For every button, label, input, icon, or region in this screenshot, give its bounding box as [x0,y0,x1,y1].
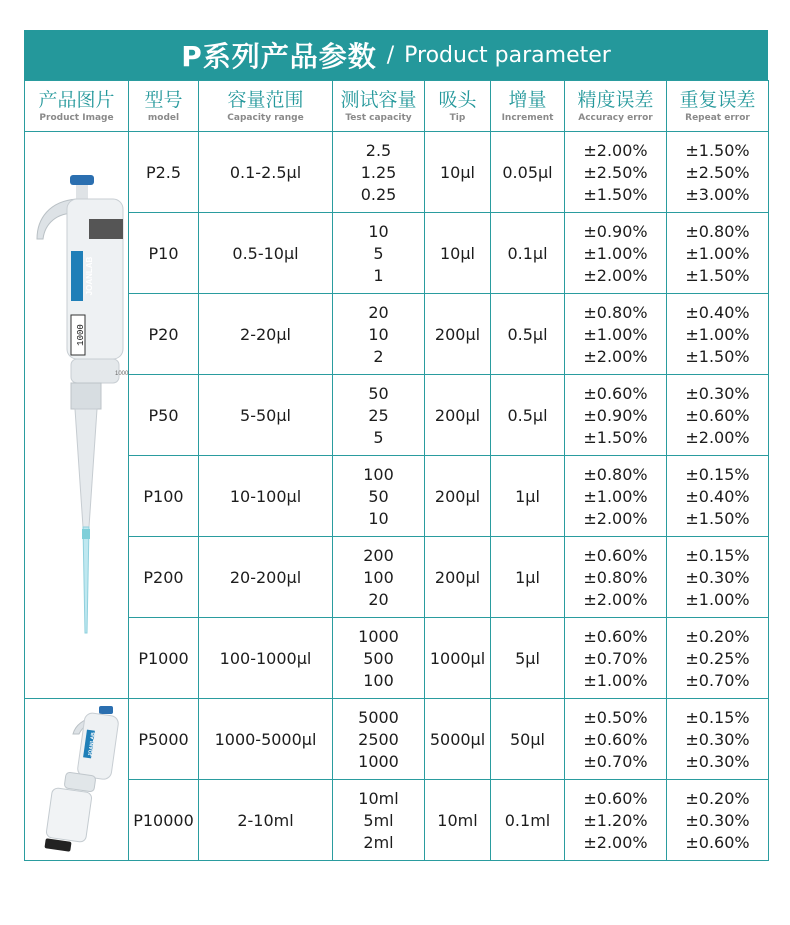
repeat-error-cell [667,780,769,861]
header-product-image: 产品图片 Product Image [25,81,129,132]
accuracy-error-cell-value: ±1.00% [583,243,648,263]
repeat-error-cell-value: ±0.30% [685,751,750,771]
accuracy-error-cell [565,780,667,861]
product-image-cell [25,132,129,699]
tip-cell: 5000μl [425,699,491,780]
accuracy-error-cell-value: ±1.20% [583,810,648,830]
repeat-error-cell [667,375,769,456]
test-capacity-cell-value: 2.5 [365,140,392,160]
large-brand-label: JOANLAB [86,731,97,757]
test-capacity-cell [333,699,425,780]
capacity-range-cell: 0.1-2.5μl [199,132,333,213]
capacity-range-cell: 2-20μl [199,294,333,375]
repeat-error-cell-value: ±0.15% [685,545,750,565]
accuracy-error-cell-value: ±0.50% [583,707,648,727]
repeat-error-cell-value: ±2.00% [685,427,750,447]
test-capacity-cell [333,456,425,537]
accuracy-error-cell-value: ±2.00% [583,346,648,366]
table-row [25,213,769,294]
test-capacity-cell-value: 2 [373,346,384,366]
tip-cell: 1000μl [425,618,491,699]
model-cell: P2.5 [129,132,199,213]
repeat-error-cell [667,456,769,537]
test-capacity-cell-value: 2ml [363,832,394,852]
accuracy-error-cell [565,375,667,456]
accuracy-error-cell-value: ±0.60% [583,545,648,565]
repeat-error-cell-value: ±0.30% [685,567,750,587]
test-capacity-cell-value: 5ml [363,810,394,830]
repeat-error-cell-value: ±0.40% [685,302,750,322]
brand-label: JOANLAB [84,256,94,296]
repeat-error-cell [667,294,769,375]
capacity-range-cell: 100-1000μl [199,618,333,699]
increment-cell: 5μl [491,618,565,699]
accuracy-error-cell-value: ±1.50% [583,427,648,447]
table-row [25,618,769,699]
accuracy-error-cell [565,618,667,699]
repeat-error-cell-value: ±0.20% [685,788,750,808]
capacity-range-cell: 5-50μl [199,375,333,456]
repeat-error-cell-value: ±1.50% [685,508,750,528]
increment-cell: 0.1μl [491,213,565,294]
table-row [25,375,769,456]
product-parameter-sheet [24,30,768,861]
accuracy-error-cell [565,213,667,294]
test-capacity-cell-value: 1000 [358,751,399,771]
repeat-error-cell [667,132,769,213]
header-test-capacity: 测试容量 Test capacity [333,81,425,132]
capacity-range-cell: 10-100μl [199,456,333,537]
capacity-range-cell: 0.5-10μl [199,213,333,294]
accuracy-error-cell-value: ±0.70% [583,648,648,668]
tip-cell: 10ml [425,780,491,861]
model-cell: P10000 [129,780,199,861]
test-capacity-cell-value: 50 [368,486,389,506]
accuracy-error-cell-value: ±2.00% [583,265,648,285]
accuracy-error-cell-value: ±0.80% [583,302,648,322]
repeat-error-cell-value: ±3.00% [685,184,750,204]
table-row [25,537,769,618]
repeat-error-cell-value: ±0.20% [685,626,750,646]
model-cell: P200 [129,537,199,618]
test-capacity-cell-value: 50 [368,383,389,403]
tip-cell: 200μl [425,294,491,375]
accuracy-error-cell-value: ±1.00% [583,670,648,690]
tip-cell: 200μl [425,375,491,456]
accuracy-error-cell-value: ±2.00% [583,508,648,528]
accuracy-error-cell-value: ±1.00% [583,486,648,506]
increment-cell: 0.1ml [491,780,565,861]
accuracy-error-cell-value: ±1.50% [583,184,648,204]
test-capacity-cell-value: 2500 [358,729,399,749]
accuracy-error-cell-value: ±0.60% [583,788,648,808]
test-capacity-cell [333,537,425,618]
title-en: Product parameter [404,42,611,68]
test-capacity-cell-value: 200 [363,545,394,565]
increment-cell: 1μl [491,537,565,618]
increment-cell: 1μl [491,456,565,537]
repeat-error-cell-value: ±1.50% [685,265,750,285]
accuracy-error-cell-value: ±0.60% [583,626,648,646]
header-model: 型号 model [129,81,199,132]
accuracy-error-cell [565,699,667,780]
accuracy-error-cell [565,132,667,213]
header-capacity-range: 容量范围 Capacity range [199,81,333,132]
test-capacity-cell [333,213,425,294]
model-cell: P20 [129,294,199,375]
accuracy-error-cell-value: ±2.00% [583,832,648,852]
test-capacity-cell-value: 5 [373,243,384,263]
model-cell: P50 [129,375,199,456]
repeat-error-cell-value: ±0.30% [685,383,750,403]
test-capacity-cell-value: 5000 [358,707,399,727]
accuracy-error-cell [565,456,667,537]
repeat-error-cell [667,213,769,294]
test-capacity-cell-value: 10 [368,324,389,344]
tip-cell: 10μl [425,213,491,294]
cap-label: 1000 [114,371,128,377]
test-capacity-cell-value: 0.25 [360,184,397,204]
repeat-error-cell [667,699,769,780]
repeat-error-cell-value: ±0.30% [685,729,750,749]
repeat-error-cell-value: ±0.70% [685,670,750,690]
test-capacity-cell [333,375,425,456]
repeat-error-cell-value: ±0.40% [685,486,750,506]
test-capacity-cell-value: 500 [363,648,394,668]
repeat-error-cell-value: ±1.00% [685,589,750,609]
repeat-error-cell-value: ±2.50% [685,162,750,182]
test-capacity-cell-value: 100 [363,567,394,587]
header-accuracy-error: 精度误差 Accuracy error [565,81,667,132]
test-capacity-cell-value: 20 [368,589,389,609]
repeat-error-cell-value: ±0.60% [685,405,750,425]
table-row [25,780,769,861]
table-row [25,456,769,537]
test-capacity-cell-value: 1 [373,265,384,285]
test-capacity-cell-value: 25 [368,405,389,425]
accuracy-error-cell-value: ±1.00% [583,324,648,344]
repeat-error-cell-value: ±0.25% [685,648,750,668]
accuracy-error-cell-value: ±2.50% [583,162,648,182]
repeat-error-cell-value: ±0.30% [685,810,750,830]
repeat-error-cell-value: ±1.50% [685,346,750,366]
accuracy-error-cell-value: ±0.80% [583,567,648,587]
model-cell: P100 [129,456,199,537]
test-capacity-cell-value: 10ml [358,788,399,808]
repeat-error-cell [667,537,769,618]
test-capacity-cell-value: 5 [373,427,384,447]
test-capacity-cell-value: 100 [363,464,394,484]
parameter-table [24,80,769,861]
table-header-row [25,81,769,132]
header-increment: 增量 Increment [491,81,565,132]
test-capacity-cell-value: 10 [368,221,389,241]
test-capacity-cell [333,780,425,861]
test-capacity-cell-value: 100 [363,670,394,690]
repeat-error-cell-value: ±1.00% [685,324,750,344]
accuracy-error-cell [565,294,667,375]
header-tip: 吸头 Tip [425,81,491,132]
accuracy-error-cell-value: ±0.60% [583,383,648,403]
test-capacity-cell [333,294,425,375]
accuracy-error-cell-value: ±2.00% [583,589,648,609]
accuracy-error-cell-value: ±0.80% [583,464,648,484]
accuracy-error-cell-value: ±2.00% [583,140,648,160]
test-capacity-cell [333,132,425,213]
pipette-large-image [27,700,127,860]
repeat-error-cell-value: ±0.15% [685,464,750,484]
increment-cell: 0.05μl [491,132,565,213]
increment-cell: 0.5μl [491,294,565,375]
product-image-cell [25,699,129,861]
increment-cell: 50μl [491,699,565,780]
title-cn: P系列产品参数 [181,40,377,73]
capacity-range-cell: 20-200μl [199,537,333,618]
accuracy-error-cell [565,537,667,618]
repeat-error-cell [667,618,769,699]
table-row [25,132,769,213]
accuracy-error-cell-value: ±0.60% [583,729,648,749]
test-capacity-cell-value: 1.25 [360,162,397,182]
title-separator: / [386,42,395,68]
test-capacity-cell [333,618,425,699]
title-banner [24,30,768,80]
increment-cell: 0.5μl [491,375,565,456]
accuracy-error-cell-value: ±0.90% [583,405,648,425]
header-repeat-error: 重复误差 Repeat error [667,81,769,132]
repeat-error-cell-value: ±0.80% [685,221,750,241]
repeat-error-cell-value: ±1.00% [685,243,750,263]
model-cell: P10 [129,213,199,294]
repeat-error-cell-value: ±1.50% [685,140,750,160]
volume-display: 1000 [75,324,86,346]
table-row [25,294,769,375]
test-capacity-cell-value: 20 [368,302,389,322]
table-row [25,699,769,780]
repeat-error-cell-value: ±0.15% [685,707,750,727]
tip-cell: 10μl [425,132,491,213]
tip-cell: 200μl [425,456,491,537]
test-capacity-cell-value: 10 [368,508,389,528]
accuracy-error-cell-value: ±0.70% [583,751,648,771]
tip-cell: 200μl [425,537,491,618]
model-cell: P1000 [129,618,199,699]
capacity-range-cell: 2-10ml [199,780,333,861]
model-cell: P5000 [129,699,199,780]
capacity-range-cell: 1000-5000μl [199,699,333,780]
repeat-error-cell-value: ±0.60% [685,832,750,852]
test-capacity-cell-value: 1000 [358,626,399,646]
accuracy-error-cell-value: ±0.90% [583,221,648,241]
pipette-small-image [27,167,127,663]
